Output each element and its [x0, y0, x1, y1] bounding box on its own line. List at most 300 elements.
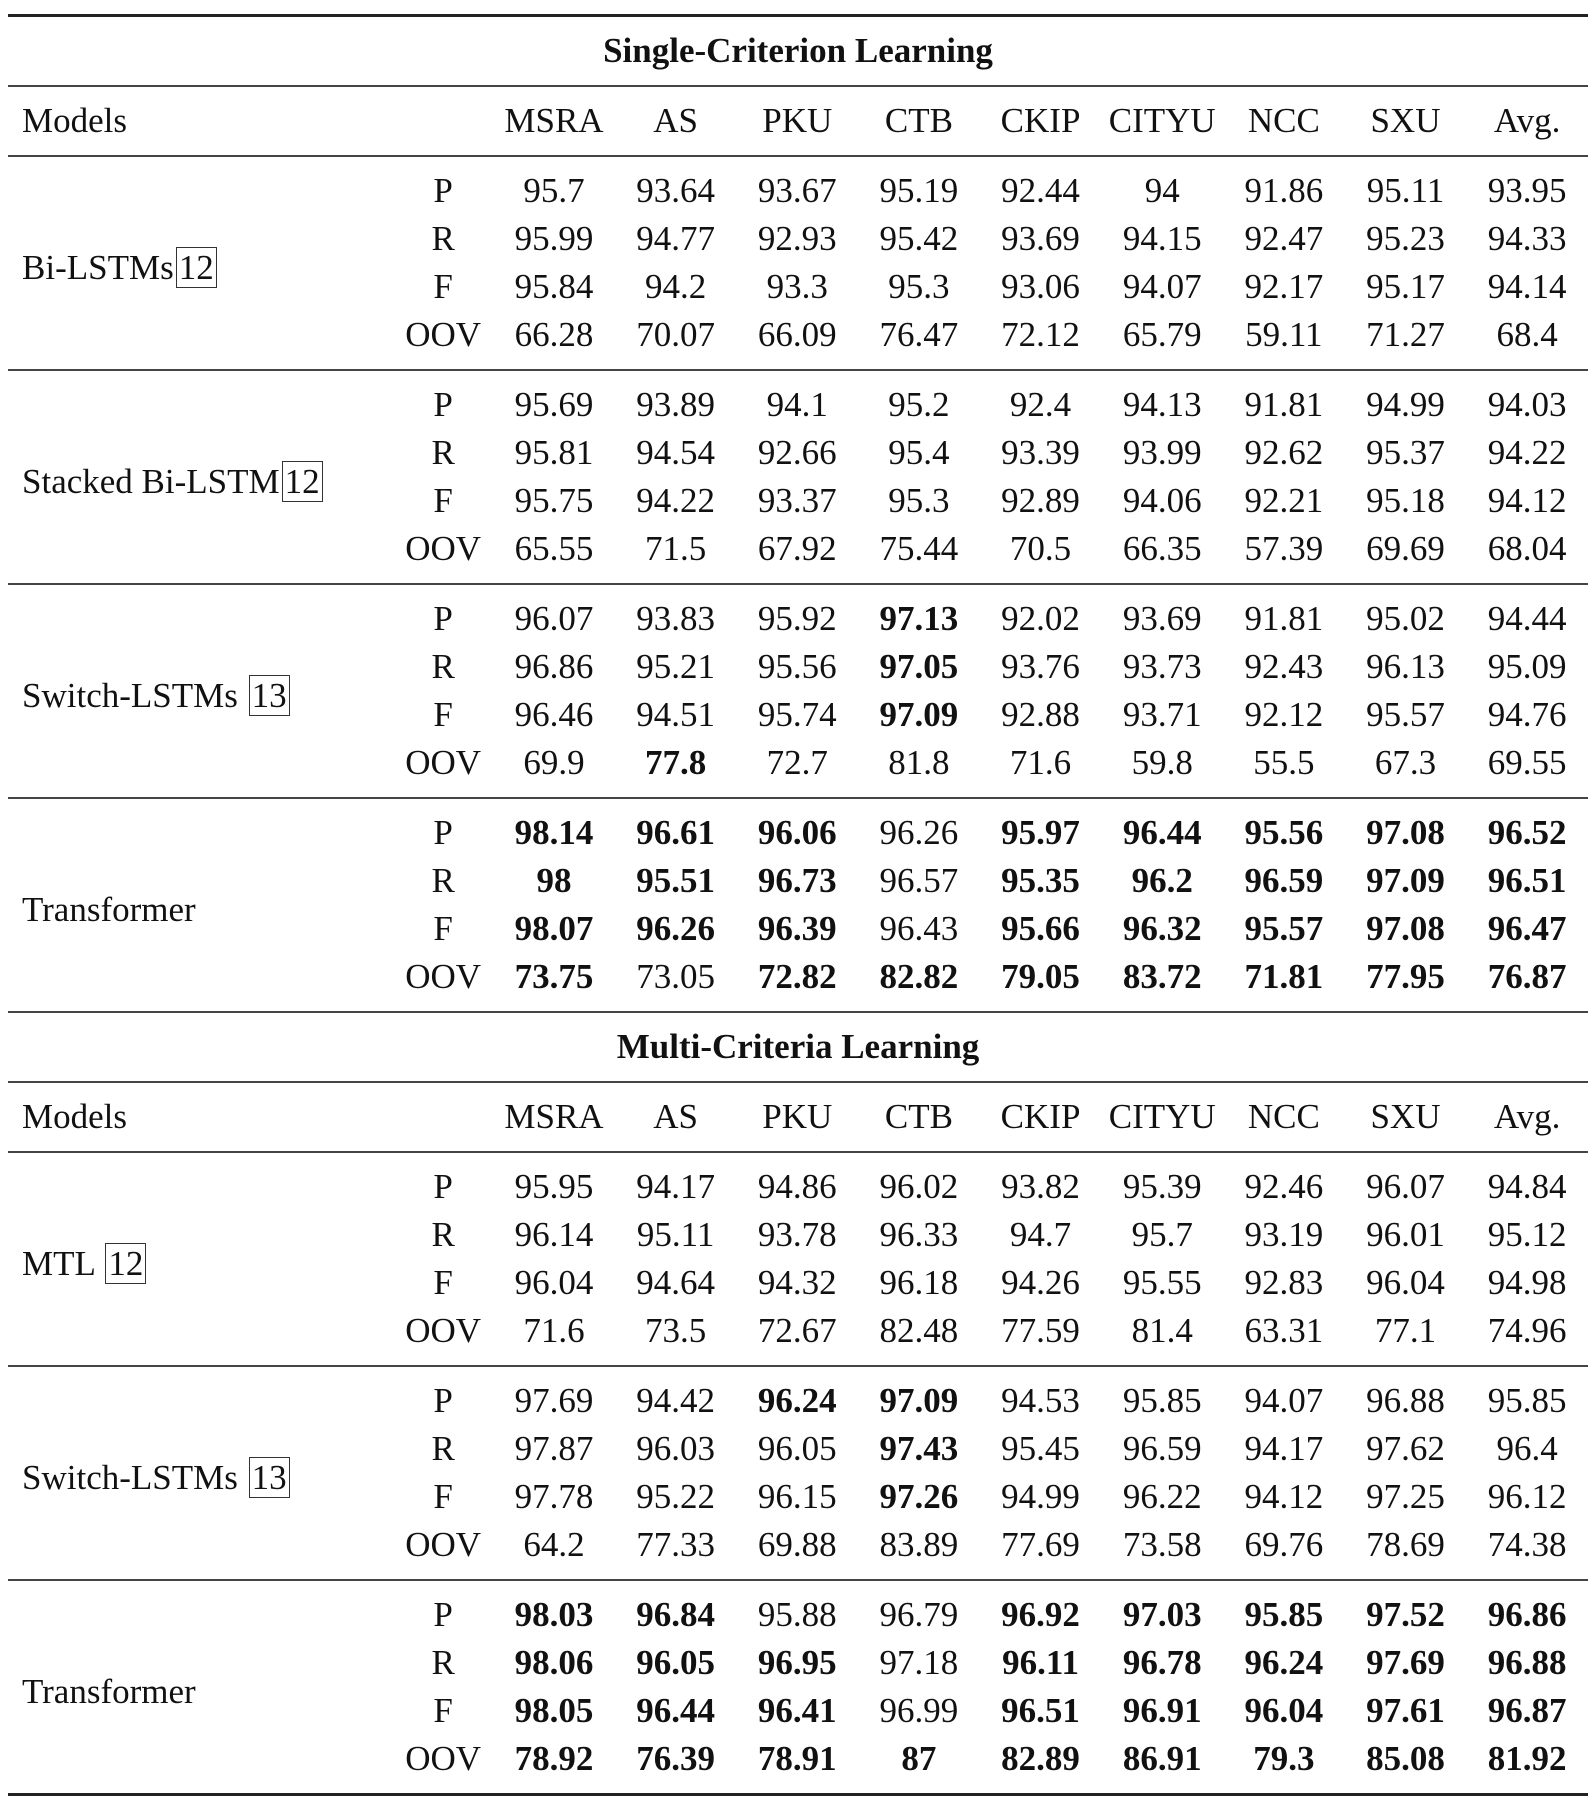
value-text: 92.66 [757, 433, 837, 472]
cell-value [980, 798, 1102, 857]
cell-value [493, 1639, 615, 1687]
cell-value [858, 643, 980, 691]
best-value: 96.52 [1487, 813, 1567, 852]
value-text: 63.31 [1244, 1311, 1324, 1350]
cell-value [1345, 1687, 1467, 1735]
best-value: 97.03 [1122, 1595, 1202, 1634]
cell-value [1466, 311, 1588, 370]
best-value: 79.3 [1253, 1739, 1315, 1778]
value-text: 93.69 [1122, 599, 1202, 638]
cell-value [858, 905, 980, 953]
best-value: 96.61 [636, 813, 715, 852]
best-value: 76.87 [1487, 957, 1567, 996]
cell-value [493, 477, 615, 525]
cell-value [493, 1473, 615, 1521]
cell-value [1466, 1521, 1588, 1580]
value-text: 96.88 [1366, 1381, 1445, 1420]
best-value: 95.97 [1001, 813, 1080, 852]
cell-value [1466, 263, 1588, 311]
metric-label: OOV [405, 315, 482, 354]
model-name-text: Switch-LSTMs [22, 1458, 238, 1497]
cell-value [493, 429, 615, 477]
value-text: 66.09 [757, 315, 837, 354]
best-value: 83.72 [1122, 957, 1202, 996]
cell-value [858, 215, 980, 263]
value-text: 95.75 [514, 481, 594, 520]
column-header: Avg. [1466, 86, 1588, 156]
value-text: 69.55 [1487, 743, 1567, 782]
model-name [8, 584, 393, 798]
results-table [8, 14, 1588, 1796]
value-text: 77.1 [1374, 1311, 1437, 1350]
cell-value [736, 643, 858, 691]
column-header: NCC [1223, 86, 1345, 156]
cell-value [493, 215, 615, 263]
cell-value [1345, 953, 1467, 1012]
best-value: 96.32 [1122, 909, 1202, 948]
value-text: 68.04 [1487, 529, 1567, 568]
cell-value [1101, 1425, 1223, 1473]
cell-value [1345, 1580, 1467, 1639]
best-value: 78.92 [514, 1739, 594, 1778]
cell-value [1466, 156, 1588, 215]
value-text: 69.69 [1366, 529, 1445, 568]
best-value: 85.08 [1366, 1739, 1445, 1778]
value-text: 96.59 [1122, 1429, 1202, 1468]
value-text: 94.32 [757, 1263, 837, 1302]
cell-value [493, 1687, 615, 1735]
cell-value [615, 215, 737, 263]
value-text: 68.4 [1496, 315, 1558, 354]
value-text: 78.69 [1366, 1525, 1445, 1564]
cell-value [493, 584, 615, 643]
value-text: 94.44 [1487, 599, 1567, 638]
cell-value [1223, 1425, 1345, 1473]
cell-value [858, 857, 980, 905]
value-text: 66.35 [1122, 529, 1202, 568]
metric-label: OOV [405, 743, 482, 782]
cell-value [1101, 1580, 1223, 1639]
metric-label: F [433, 1477, 453, 1516]
column-header: SXU [1345, 1082, 1467, 1152]
best-value: 79.05 [1001, 957, 1080, 996]
cell-value [493, 525, 615, 584]
value-text: 92.02 [1001, 599, 1080, 638]
citation-ref: 13 [249, 1457, 290, 1498]
cell-value [858, 263, 980, 311]
cell-value [736, 215, 858, 263]
value-text: 95.99 [514, 219, 594, 258]
column-header: CITYU [1101, 86, 1223, 156]
cell-value [615, 1521, 737, 1580]
cell-value [1223, 584, 1345, 643]
cell-value [1223, 1473, 1345, 1521]
cell-value [858, 1259, 980, 1307]
table-body [8, 16, 1588, 1795]
cell-value [615, 905, 737, 953]
value-text: 66.28 [514, 315, 594, 354]
best-value: 96.91 [1122, 1691, 1202, 1730]
value-text: 95.23 [1366, 219, 1445, 258]
best-value: 96.39 [757, 909, 837, 948]
cell-value [736, 1580, 858, 1639]
metric-label: OOV [405, 529, 482, 568]
value-text: 96.07 [1366, 1167, 1445, 1206]
cell-value [1345, 798, 1467, 857]
cell-value [736, 857, 858, 905]
best-value: 97.52 [1366, 1595, 1445, 1634]
value-text: 92.12 [1244, 695, 1324, 734]
best-value: 97.43 [879, 1429, 959, 1468]
metric-label: F [433, 1691, 453, 1730]
value-text: 71.5 [645, 529, 707, 568]
cell-value [493, 953, 615, 1012]
cell-value [1223, 1687, 1345, 1735]
value-text: 92.17 [1244, 267, 1324, 306]
metric-label: R [431, 861, 455, 900]
cell-value [615, 584, 737, 643]
best-value: 82.82 [879, 957, 959, 996]
cell-value [858, 953, 980, 1012]
value-text: 93.73 [1122, 647, 1202, 686]
value-text: 95.3 [888, 267, 950, 306]
cell-value [980, 1152, 1102, 1211]
cell-value [1223, 953, 1345, 1012]
value-text: 92.46 [1244, 1167, 1324, 1206]
cell-value [1101, 1259, 1223, 1307]
value-text: 96.4 [1496, 1429, 1558, 1468]
value-text: 95.4 [888, 433, 950, 472]
value-text: 96.04 [1366, 1263, 1445, 1302]
models-header: Models [8, 86, 493, 156]
cell-value [1345, 1307, 1467, 1366]
cell-value [1345, 1735, 1467, 1795]
cell-value [493, 643, 615, 691]
value-text: 92.47 [1244, 219, 1324, 258]
cell-value [1345, 156, 1467, 215]
value-text: 81.4 [1131, 1311, 1193, 1350]
cell-value [493, 857, 615, 905]
cell-value [1345, 429, 1467, 477]
value-text: 95.92 [757, 599, 837, 638]
cell-value [493, 798, 615, 857]
value-text: 69.9 [523, 743, 585, 782]
value-text: 92.89 [1001, 481, 1080, 520]
value-text: 95.45 [1001, 1429, 1080, 1468]
value-text: 96.86 [514, 647, 594, 686]
cell-value [1466, 429, 1588, 477]
value-text: 93.76 [1001, 647, 1080, 686]
value-text: 94.98 [1487, 1263, 1567, 1302]
best-value: 98.03 [514, 1595, 594, 1634]
cell-value [1345, 643, 1467, 691]
best-value: 87 [901, 1739, 937, 1778]
value-text: 65.79 [1122, 315, 1202, 354]
best-value: 98.05 [514, 1691, 594, 1730]
cell-value [1345, 1425, 1467, 1473]
cell-value [1223, 1639, 1345, 1687]
cell-value [1101, 857, 1223, 905]
metric-label: F [433, 909, 453, 948]
metric-label: F [433, 481, 453, 520]
cell-value [1345, 525, 1467, 584]
cell-value [615, 525, 737, 584]
cell-value [1345, 1259, 1467, 1307]
cell-value [736, 1425, 858, 1473]
value-text: 95.2 [888, 385, 950, 424]
citation-ref: 12 [105, 1243, 146, 1284]
model-name-text: MTL [22, 1244, 95, 1283]
cell-value [615, 1580, 737, 1639]
value-text: 94 [1144, 171, 1180, 210]
cell-value [736, 739, 858, 798]
cell-value [1223, 1307, 1345, 1366]
metric-label: F [433, 1263, 453, 1302]
value-text: 94.1 [766, 385, 828, 424]
value-text: 93.89 [636, 385, 715, 424]
best-value: 96.78 [1122, 1643, 1202, 1682]
cell-value [1345, 1639, 1467, 1687]
cell-value [858, 525, 980, 584]
column-header: PKU [736, 86, 858, 156]
value-text: 95.7 [1131, 1215, 1193, 1254]
cell-value [1223, 1521, 1345, 1580]
cell-value [736, 370, 858, 429]
cell-value [493, 1152, 615, 1211]
section-title-row [8, 1012, 1588, 1082]
cell-value [858, 1366, 980, 1425]
cell-value [1101, 1307, 1223, 1366]
value-text: 96.15 [757, 1477, 837, 1516]
value-text: 59.8 [1131, 743, 1193, 782]
value-text: 72.67 [757, 1311, 837, 1350]
cell-value [493, 1580, 615, 1639]
value-text: 96.57 [879, 861, 959, 900]
section-title: Single-Criterion Learning [8, 16, 1588, 87]
value-text: 81.8 [888, 743, 950, 782]
best-value: 96.06 [757, 813, 837, 852]
cell-value [1345, 857, 1467, 905]
metric-label: P [393, 1152, 493, 1211]
cell-value [1345, 215, 1467, 263]
cell-value [980, 1259, 1102, 1307]
table-row [8, 1366, 1588, 1425]
cell-value [1101, 953, 1223, 1012]
cell-value [1345, 311, 1467, 370]
cell-value [736, 311, 858, 370]
cell-value [493, 263, 615, 311]
cell-value [1466, 525, 1588, 584]
cell-value [1466, 691, 1588, 739]
cell-value [858, 1687, 980, 1735]
cell-value [1101, 1687, 1223, 1735]
cell-value [1101, 1366, 1223, 1425]
cell-value [1466, 1366, 1588, 1425]
cell-value [858, 584, 980, 643]
value-text: 93.99 [1122, 433, 1202, 472]
cell-value [858, 1425, 980, 1473]
cell-value [1101, 370, 1223, 429]
metric-label: R [431, 1643, 455, 1682]
cell-value [1345, 1152, 1467, 1211]
metric-label: R [431, 433, 455, 472]
table-row [8, 798, 1588, 857]
value-text: 97.69 [514, 1381, 594, 1420]
cell-value [615, 691, 737, 739]
value-text: 97.78 [514, 1477, 594, 1516]
value-text: 96.43 [879, 909, 959, 948]
value-text: 94.03 [1487, 385, 1567, 424]
cell-value [858, 1639, 980, 1687]
cell-value [858, 798, 980, 857]
cell-value [1466, 1211, 1588, 1259]
cell-value [980, 156, 1102, 215]
metric-label: R [431, 1429, 455, 1468]
cell-value [493, 156, 615, 215]
cell-value [1466, 584, 1588, 643]
best-value: 96.2 [1131, 861, 1193, 900]
cell-value [1101, 1152, 1223, 1211]
cell-value [736, 429, 858, 477]
value-text: 96.05 [757, 1429, 837, 1468]
value-text: 95.7 [523, 171, 585, 210]
metric-label: R [431, 219, 455, 258]
cell-value [1466, 1735, 1588, 1795]
column-header: CKIP [980, 86, 1102, 156]
value-text: 75.44 [879, 529, 959, 568]
value-text: 94.13 [1122, 385, 1202, 424]
value-text: 95.12 [1487, 1215, 1567, 1254]
best-value: 96.44 [1122, 813, 1202, 852]
cell-value [980, 477, 1102, 525]
value-text: 92.44 [1001, 171, 1080, 210]
best-value: 97.08 [1366, 909, 1445, 948]
value-text: 96.46 [514, 695, 594, 734]
best-value: 95.66 [1001, 909, 1080, 948]
value-text: 95.85 [1487, 1381, 1567, 1420]
cell-value [1345, 739, 1467, 798]
value-text: 95.37 [1366, 433, 1445, 472]
best-value: 95.57 [1244, 909, 1324, 948]
value-text: 82.48 [879, 1311, 959, 1350]
cell-value [1223, 429, 1345, 477]
value-text: 96.99 [879, 1691, 959, 1730]
value-text: 96.03 [636, 1429, 715, 1468]
metric-label: R [431, 647, 455, 686]
cell-value [1101, 156, 1223, 215]
value-text: 93.82 [1001, 1167, 1080, 1206]
value-text: 93.39 [1001, 433, 1080, 472]
cell-value [1466, 370, 1588, 429]
best-value: 95.85 [1244, 1595, 1324, 1634]
cell-value [980, 857, 1102, 905]
value-text: 94.2 [645, 267, 707, 306]
cell-value [1345, 263, 1467, 311]
table-row [8, 370, 1588, 429]
cell-value [1466, 1259, 1588, 1307]
cell-value [615, 370, 737, 429]
cell-value [493, 370, 615, 429]
model-name [8, 370, 393, 584]
value-text: 76.47 [879, 315, 959, 354]
cell-value [615, 1152, 737, 1211]
value-text: 94.54 [636, 433, 715, 472]
value-text: 95.95 [514, 1167, 594, 1206]
cell-value [980, 643, 1102, 691]
column-header: MSRA [493, 86, 615, 156]
cell-value [1101, 263, 1223, 311]
cell-value [1223, 156, 1345, 215]
value-text: 93.83 [636, 599, 715, 638]
cell-value [980, 429, 1102, 477]
value-text: 95.85 [1122, 1381, 1202, 1420]
cell-value [1101, 1639, 1223, 1687]
value-text: 77.69 [1001, 1525, 1080, 1564]
value-text: 64.2 [523, 1525, 585, 1564]
best-value: 96.51 [1001, 1691, 1080, 1730]
model-name-text: Switch-LSTMs [22, 676, 238, 715]
cell-value [493, 1259, 615, 1307]
model-name [8, 1580, 393, 1795]
column-header: CTB [858, 86, 980, 156]
best-value: 71.81 [1244, 957, 1324, 996]
cell-value [858, 156, 980, 215]
cell-value [858, 1152, 980, 1211]
cell-value [1345, 1521, 1467, 1580]
metric-label: P [393, 156, 493, 215]
cell-value [1223, 643, 1345, 691]
cell-value [980, 215, 1102, 263]
cell-value [1345, 370, 1467, 429]
cell-value [615, 1687, 737, 1735]
cell-value [615, 1473, 737, 1521]
value-text: 96.79 [879, 1595, 959, 1634]
value-text: 94.07 [1244, 1381, 1324, 1420]
cell-value [1223, 905, 1345, 953]
value-text: 94.22 [1487, 433, 1567, 472]
cell-value [1345, 1211, 1467, 1259]
cell-value [1223, 263, 1345, 311]
column-header: CTB [858, 1082, 980, 1152]
cell-value [493, 691, 615, 739]
header-row [8, 1082, 1588, 1152]
cell-value [615, 953, 737, 1012]
metric-label: P [393, 370, 493, 429]
column-header: Avg. [1466, 1082, 1588, 1152]
cell-value [858, 370, 980, 429]
value-text: 69.76 [1244, 1525, 1324, 1564]
value-text: 92.62 [1244, 433, 1324, 472]
value-text: 95.21 [636, 647, 715, 686]
cell-value [1466, 798, 1588, 857]
citation-ref: 12 [282, 461, 323, 502]
value-text: 94.17 [1244, 1429, 1324, 1468]
value-text: 73.05 [636, 957, 715, 996]
cell-value [980, 905, 1102, 953]
cell-value [1223, 1366, 1345, 1425]
value-text: 94.12 [1487, 481, 1567, 520]
cell-value [858, 1735, 980, 1795]
value-text: 93.64 [636, 171, 715, 210]
best-value: 96.95 [757, 1643, 837, 1682]
value-text: 97.87 [514, 1429, 594, 1468]
cell-value [736, 1639, 858, 1687]
best-value: 96.26 [636, 909, 715, 948]
value-text: 96.07 [514, 599, 594, 638]
best-value: 96.87 [1487, 1691, 1567, 1730]
value-text: 94.12 [1244, 1477, 1324, 1516]
best-value: 77.8 [645, 743, 707, 782]
